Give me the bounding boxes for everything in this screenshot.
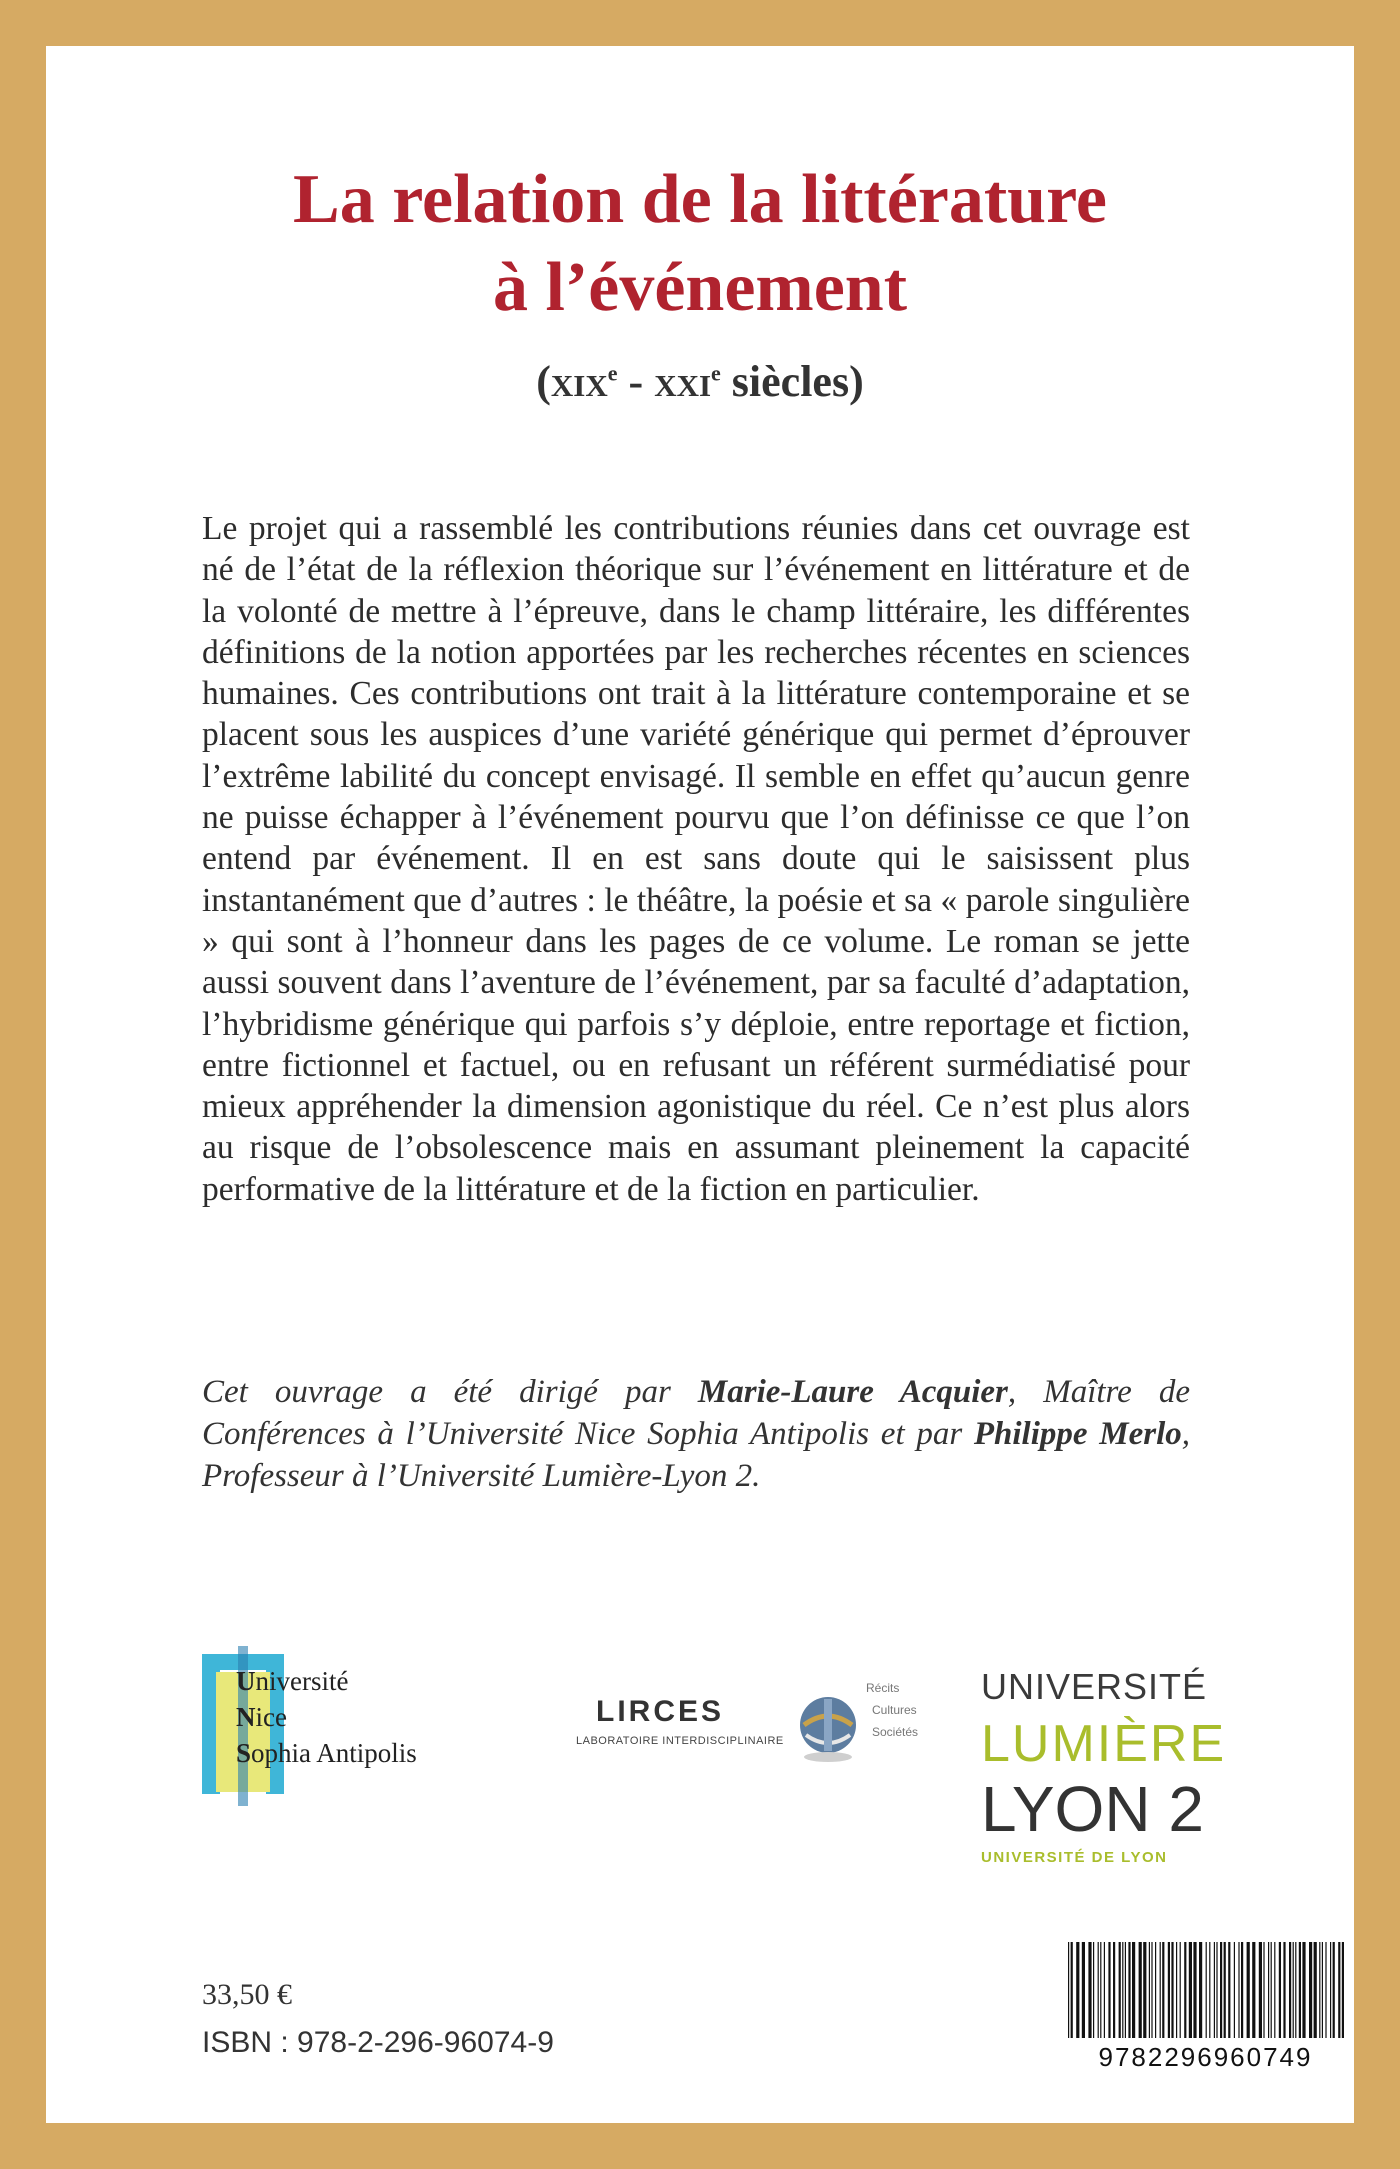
- barcode-bar: [1171, 1942, 1173, 2038]
- nice-word-2: ice: [255, 1702, 287, 1732]
- isbn: ISBN : 978-2-296-96074-9: [202, 2026, 554, 2059]
- lirces-word-cultures: Cultures: [872, 1703, 917, 1717]
- barcode-bar: [1309, 1942, 1312, 2038]
- barcode-bar: [1108, 1942, 1110, 2038]
- barcode-bar: [1314, 1942, 1317, 2038]
- barcode-bar: [1176, 1942, 1177, 2038]
- barcode-bar: [1128, 1942, 1130, 2038]
- lirces-word-recits: Récits: [866, 1681, 900, 1695]
- subtitle-open: (: [536, 357, 551, 406]
- barcode-bar: [1199, 1942, 1202, 2038]
- lyon-line-2: LUMIÈRE: [981, 1715, 1227, 1773]
- barcode-bar: [1071, 1942, 1073, 2038]
- century-end: xxi: [654, 357, 712, 406]
- barcode-bar: [1098, 1942, 1099, 2038]
- barcode-bar: [1189, 1942, 1192, 2038]
- barcode-bar: [1241, 1942, 1243, 2038]
- nice-university-logo: [202, 1646, 462, 1816]
- book-title: [46, 156, 1354, 332]
- century-end-sup: e: [711, 360, 721, 386]
- barcode-bar: [1325, 1942, 1326, 2038]
- subtitle-rest: siècles): [720, 357, 864, 406]
- barcode-bar: [1295, 1942, 1296, 2038]
- lyon-line-3: LYON 2: [981, 1773, 1204, 1845]
- barcode-bar: [1214, 1942, 1215, 2038]
- nice-line-2: [236, 1702, 287, 1733]
- barcode-bar: [1180, 1942, 1181, 2038]
- credits-text-1: Cet ouvrage a été dirigé par: [202, 1374, 698, 1410]
- barcode-bar: [1162, 1942, 1164, 2038]
- title-line-2: à l’événement: [492, 249, 908, 326]
- nice-letter-s: S: [236, 1738, 252, 1768]
- barcode-bar: [1293, 1942, 1294, 2038]
- barcode-bar: [1271, 1942, 1272, 2038]
- barcode-bar: [1160, 1942, 1161, 2038]
- barcode-bar: [1247, 1942, 1250, 2038]
- barcode-bar: [1104, 1942, 1105, 2038]
- lyon-line-4: UNIVERSITÉ DE LYON: [981, 1849, 1168, 1866]
- barcode-bar: [1076, 1942, 1079, 2038]
- century-start: xix: [550, 357, 608, 406]
- barcode-bar: [1299, 1942, 1301, 2038]
- barcode-bar: [1168, 1942, 1170, 2038]
- barcode-bar: [1342, 1942, 1344, 2038]
- nice-line-1: [236, 1666, 348, 1697]
- back-cover: [46, 46, 1354, 2123]
- barcode-bar: [1302, 1942, 1305, 2038]
- century-start-sup: e: [607, 360, 618, 386]
- lyon-line-1: UNIVERSITÉ: [981, 1666, 1208, 1707]
- nice-word-3: ophia Antipolis: [251, 1738, 417, 1768]
- barcode-bar: [1206, 1942, 1207, 2038]
- barcode-bar: [1125, 1942, 1126, 2038]
- barcode-bar: [1119, 1942, 1121, 2038]
- barcode-bar: [1209, 1942, 1210, 2038]
- barcode-bar: [1259, 1942, 1262, 2038]
- barcode-bar: [1122, 1942, 1123, 2038]
- barcode-bar: [1289, 1942, 1291, 2038]
- barcode-bar: [1238, 1942, 1239, 2038]
- barcode-bar: [1234, 1942, 1235, 2038]
- credits-text-2: , Maître de Conférences à l’Université Nice Sophia Antipolis et par: [202, 1374, 1190, 1452]
- lirces-subtitle: LABORATOIRE INTERDISCIPLINAIRE: [576, 1735, 784, 1747]
- barcode-bar: [1151, 1942, 1152, 2038]
- barcode-bar: [1139, 1942, 1142, 2038]
- barcode: [1062, 1942, 1349, 2077]
- editor-name-1: Marie-Laure Acquier: [697, 1374, 1008, 1410]
- barcode-bar: [1143, 1942, 1146, 2038]
- lirces-word-societes: Sociétés: [872, 1725, 919, 1739]
- barcode-bar: [1132, 1942, 1135, 2038]
- lirces-name: LIRCES: [596, 1695, 725, 1728]
- barcode-bar: [1149, 1942, 1150, 2038]
- barcode-bar: [1155, 1942, 1156, 2038]
- barcode-bar: [1082, 1942, 1085, 2038]
- barcode-bar: [1338, 1942, 1340, 2038]
- barcode-bar: [1184, 1942, 1186, 2038]
- barcode-bar: [1224, 1942, 1226, 2038]
- barcode-bar: [1228, 1942, 1230, 2038]
- summary-paragraph: Le projet qui a rassemblé les contributions réunies dans cet ouvrage est né de l’état de la réflexion théorique sur l’événement en littérature et de la volonté de mettre à l’épreuve, dans le champ littéraire, les différentes définitions de la notion apportées par les recherches récentes en sciences humaines. Ces contributions ont trait à la littérature contemporaine et se placent sous les auspices d’une variété générique qui permet d’éprouver l’extrême labilité du concept envisagé. Il semble en effet qu’aucun genre ne puisse échapper à l’événement pourvu que l’on définisse ce que l’on entend par événement. Il en est sans doute qui le saisissent plus instantanément que d’autres : le théâtre, la poésie et sa « parole singulière » qui sont à l’honneur dans les pages de ce volume. Le roman se jette aussi souvent dans l’aventure de l’événement, par sa faculté d’adaptation, l’hybridisme générique qui parfois s’y déploie, entre reportage et fiction, entre fictionnel et factuel, ou en refusant un référent surmédiatisé pour mieux appréhender la dimension agonistique du réel. Ce n’est plus alors au risque de l’obsolescence mais en assumant pleinement la capacité performative de la littérature et de la fiction en particulier.: [202, 510, 1190, 1208]
- barcode-bars: [1062, 1942, 1349, 2040]
- nice-letter-n: N: [236, 1702, 256, 1732]
- barcode-bar: [1068, 1942, 1069, 2038]
- barcode-bar: [1283, 1942, 1285, 2038]
- barcode-bar: [1333, 1942, 1335, 2038]
- editors-credits: [202, 1371, 1190, 1497]
- editor-name-2: Philippe Merlo: [973, 1416, 1182, 1452]
- barcode-bar: [1322, 1942, 1323, 2038]
- nice-word-1: niversité: [255, 1666, 349, 1696]
- barcode-number: 9782296960749: [1098, 2042, 1313, 2072]
- barcode-bar: [1330, 1942, 1331, 2038]
- barcode-bar: [1279, 1942, 1281, 2038]
- nice-line-3: [236, 1738, 417, 1769]
- credits-text-3: , Professeur à l’Université Lumière-Lyon 2.: [202, 1416, 1190, 1494]
- subtitle-centuries: [46, 356, 1354, 407]
- subtitle-dash: -: [617, 357, 655, 406]
- barcode-bar: [1100, 1942, 1101, 2038]
- lirces-logo: [546, 1681, 926, 1801]
- barcode-bar: [1093, 1942, 1094, 2038]
- barcode-bar: [1274, 1942, 1275, 2038]
- barcode-bar: [1193, 1942, 1196, 2038]
- barcode-bar: [1088, 1942, 1091, 2038]
- lyon2-university-logo: [981, 1666, 1241, 1866]
- nice-letter-u: U: [236, 1666, 256, 1696]
- barcode-bar: [1319, 1942, 1320, 2038]
- barcode-bar: [1113, 1942, 1115, 2038]
- globe-icon: [796, 1693, 860, 1765]
- barcode-bar: [1216, 1942, 1217, 2038]
- price: 33,50 €: [202, 1978, 292, 2011]
- title-line-1: La relation de la littérature: [293, 161, 1107, 238]
- barcode-bar: [1252, 1942, 1255, 2038]
- barcode-bar: [1263, 1942, 1264, 2038]
- barcode-bar: [1268, 1942, 1269, 2038]
- barcode-bar: [1220, 1942, 1222, 2038]
